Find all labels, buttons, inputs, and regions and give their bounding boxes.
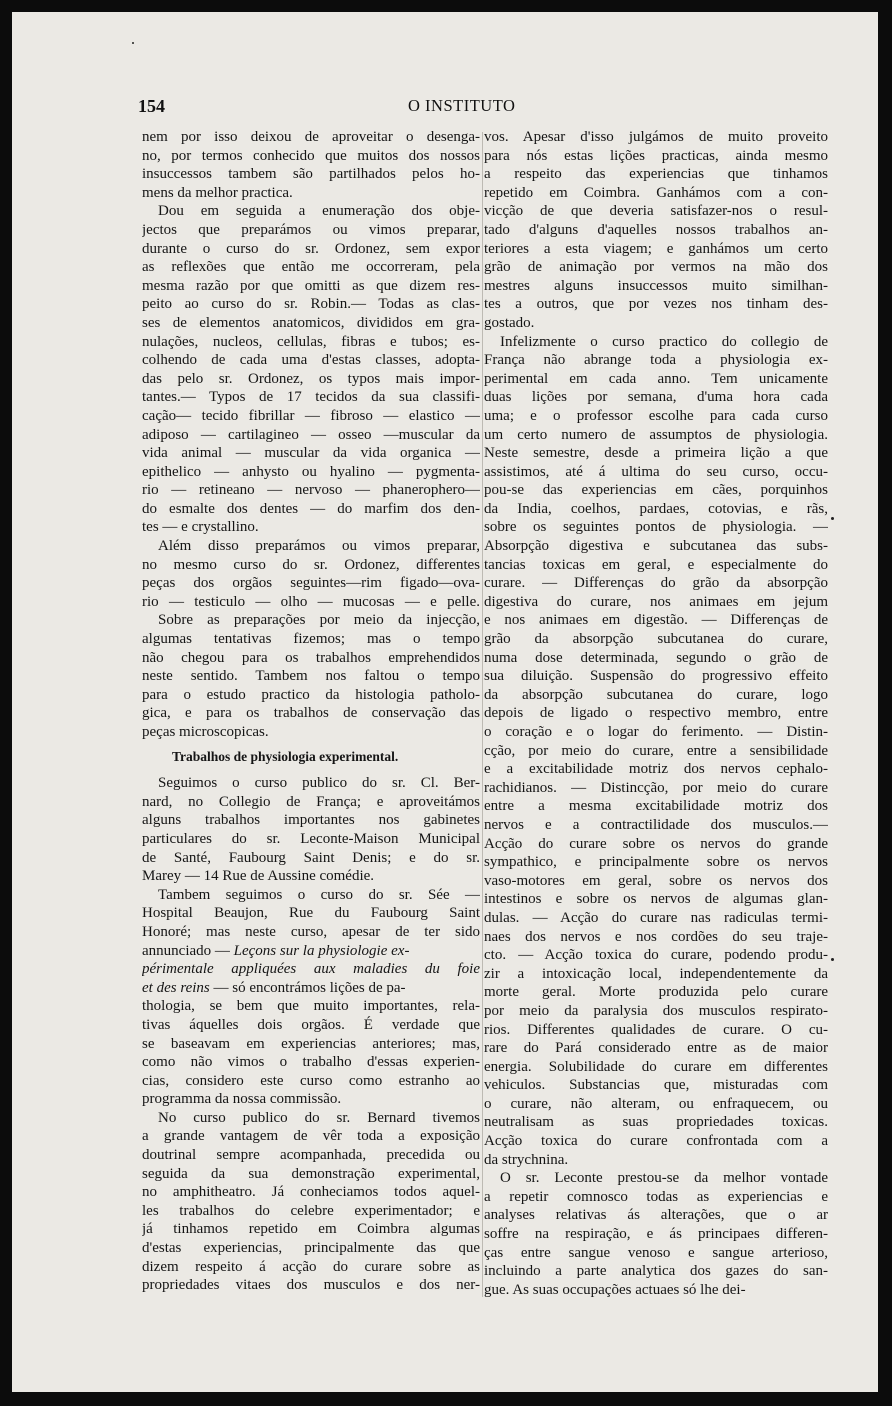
text-line: Acção toxica do curare confrontada com a <box>484 1133 828 1150</box>
text-line: nulações, nucleos, cellulas, fibras e tubos; es- <box>142 333 480 350</box>
text-line: dizem respeito á acção do curare sobre as <box>142 1258 480 1275</box>
text-line: mesma razão por que omitti as que dizem res- <box>142 277 480 294</box>
text-line: rio — retineano — nervoso — phanerophero— <box>142 482 480 499</box>
text-line: cias, considero este curso como estranho ao <box>142 1072 480 1089</box>
text-line: d'estas experiencias, principalmente das que <box>142 1240 480 1257</box>
text-line: tivas áquelles dois orgãos. É verdade que <box>142 1016 480 1033</box>
text-line: mestres alguns insuccessos muito similhan- <box>484 277 828 294</box>
text-line: rachidianos. — Distincção, por meio do curare <box>484 779 828 796</box>
left-column <box>142 128 480 1295</box>
text-line: insuccessos tambem são partilhados pelos ho- <box>142 166 480 183</box>
text-line: cto. — Acção toxica do curare, podendo produ- <box>484 947 828 964</box>
text-line: do esmalte dos dentes — do marfim dos den- <box>142 500 480 517</box>
text-line: zir a intoxicação local, independentemente da <box>484 965 828 982</box>
text-line: gostado. <box>484 314 535 331</box>
book-title: périmentale appliquées aux maladies du foie <box>142 961 480 978</box>
text-line: mens da melhor practica. <box>142 184 293 201</box>
text-line: numa dose determinada, segundo o grão de <box>484 649 828 666</box>
text-line: as reflexões que então me occorreram, pela <box>142 259 480 276</box>
text-line: intestinos e sobre os nervos de algumas glan- <box>484 891 828 908</box>
text-line: neste sentido. Tambem nos faltou o tempo <box>142 668 480 685</box>
text-line: no mesmo curso do sr. Ordonez, differentes <box>142 556 480 573</box>
text-line: França não abrange toda a physiologia ex- <box>484 352 828 369</box>
text-line: sua diluição. Suspensão do progressivo effeito <box>484 668 828 685</box>
text-line: jectos que preparámos ou vimos preparar, <box>142 221 480 238</box>
text-line: dulas. — Acção do curare nas radiculas termi- <box>484 909 828 926</box>
text-line: thologia, se bem que muito importantes, rela- <box>142 998 480 1015</box>
text-line: cção, por meio do curare, entre a sensibilidade <box>484 742 828 759</box>
text-line: se baseavam em experiencias anteriores; mas, <box>142 1035 480 1052</box>
text-line: vaso-motores em geral, sobre os nervos dos <box>484 872 828 889</box>
text-line: repetido em Coimbra. Ganhámos com a con- <box>484 184 828 201</box>
text-line: gica, e para os trabalhos de conservação das <box>142 705 480 722</box>
text-line: colhendo de cada uma d'estas classes, adopta- <box>142 352 480 369</box>
text-line: grão de animação por vermos na mão dos <box>484 259 828 276</box>
text-line: vicção de que deveria satisfazer-nos o resul- <box>484 203 828 220</box>
text-line: peças dos orgãos seguintes—rim figado—ova- <box>142 575 480 592</box>
text-line: de Santé, Faubourg Saint Denis; e do sr. <box>142 849 480 866</box>
text-line: vida animal — muscular da vida organica — <box>142 445 480 462</box>
text-line: epithelico — anhysto ou hyalino — pygmenta- <box>142 463 480 480</box>
text-line: rios. Differentes qualidades de curare. O cu- <box>484 1021 828 1038</box>
text-line: No curso publico do sr. Bernard tivemos <box>158 1109 480 1126</box>
text-line: algumas tentativas fizemos; mas o tempo <box>142 631 480 648</box>
book-title: Leçons sur la physiologie ex- <box>233 942 410 959</box>
page-number: 154 <box>138 96 165 116</box>
text-line: já tinhamos repetido em Coimbra algumas <box>142 1221 480 1238</box>
text-fragment: annunciado — <box>142 942 230 959</box>
text-line: seguida da sua demonstração experimental, <box>142 1165 480 1182</box>
text-line: naes dos nervos e nos cordões do seu traje- <box>484 928 828 945</box>
text-line: particulares do sr. Leconte-Maison Municipal <box>142 830 480 847</box>
text-line: da strychnina. <box>484 1151 569 1168</box>
text-line: Acção do curare sobre os nervos do grande <box>484 835 828 852</box>
text-line: Além disso preparámos ou vimos preparar, <box>158 538 480 555</box>
text-line: O sr. Leconte prestou-se da melhor vontade <box>500 1170 828 1187</box>
text-line: nem por isso deixou de aproveitar o desenga- <box>142 129 480 145</box>
text-line: peito ao curso do sr. Robin.— Todas as clas- <box>142 296 480 313</box>
text-line: tantes.— Typos de 17 tecidos da sua classifi- <box>142 389 480 406</box>
text-line: morte geral. Morte produzida pelo curare <box>484 984 828 1001</box>
text-line: rio — testiculo — olho — mucosas — e pelle. <box>142 593 480 610</box>
text-line: a respeito das experiencias que tinhamos <box>484 166 828 183</box>
text-line: para o estudo practico da histologia patholo- <box>142 686 480 703</box>
text-line: rare do Pará considerado entre as de maior <box>484 1040 828 1057</box>
text-line: soffre na respiração, e ás principaes differen- <box>484 1226 828 1243</box>
print-speck <box>831 958 834 961</box>
print-speck <box>132 42 134 44</box>
text-line: doutrinal sempre acompanhada, precedida ou <box>142 1147 480 1164</box>
text-line: energia. Solubilidade do curare em differentes <box>484 1058 828 1075</box>
text-line: nard, no Collegio de França; e aproveitámos <box>142 793 480 810</box>
text-line: duas lições por semana, d'uma hora cada <box>484 389 828 406</box>
text-line: grão da absorpção subcutanea do curare, <box>484 631 828 648</box>
text-line: durante o curso do sr. Ordonez, sem expor <box>142 240 480 257</box>
text-line: tes a outros, que por vezes nos tinham des- <box>484 296 828 313</box>
text-line: teriores a esta viagem; e ganhámos um certo <box>484 240 828 257</box>
text-line: vos. Apesar d'isso julgámos de muito proveito <box>484 129 828 145</box>
text-line: ses de elementos anatomicos, divididos em gra- <box>142 314 480 331</box>
text-line: da absorpção subcutanea do curare, logo <box>484 686 828 703</box>
page-header <box>12 96 878 120</box>
text-line: les trabalhos do celebre experimentador; e <box>142 1202 480 1219</box>
text-line: a repetir comnosco todas as experiencias e <box>484 1188 828 1205</box>
text-line: Marey — 14 Rue de Aussine comédie. <box>142 868 375 885</box>
text-line: programma da nossa commissão. <box>142 1091 342 1108</box>
text-line: depois de ligado o respectivo membro, entre <box>484 705 828 722</box>
text-line: e a excitabilidade motriz dos nervos cephalo- <box>484 761 828 778</box>
text-line: Seguimos o curso publico do sr. Cl. Ber- <box>158 775 480 792</box>
text-line: perimental em cada anno. Tem unicamente <box>484 370 828 387</box>
text-line: no, por termos conhecido que muitos dos nossos <box>142 147 480 164</box>
text-line <box>142 960 480 979</box>
text-line: o curare, não alteram, ou enfraquecem, ou <box>484 1095 828 1112</box>
text-line: neutralisam as suas propriedades toxicas. <box>484 1114 828 1131</box>
text-line: Tambem seguimos o curso do sr. Sée — <box>158 886 480 903</box>
text-line: curare. — Differenças do grão da absorpção <box>484 575 828 592</box>
text-line: da India, coelhos, pardaes, cotovias, e rãs, <box>484 500 828 517</box>
text-line: para nós estas lições practicas, ainda mesmo <box>484 147 828 164</box>
text-line: cação— tecido fibrillar — fibroso — elastico — <box>142 407 480 424</box>
text-line <box>142 942 480 961</box>
text-line: sobre os seguintes pontos de physiologia. — <box>484 519 828 536</box>
text-line: adiposo — cartilagineo — osseo —muscular da <box>142 426 480 443</box>
text-line: pou-se das experiencias em cães, porquinhos <box>484 482 828 499</box>
text-line: vehiculos. Substancias que, misturadas com <box>484 1077 828 1094</box>
text-line: Honoré; mas neste curso, apesar de ter sido <box>142 923 480 940</box>
text-line: a grande vantagem de vêr toda a exposição <box>142 1128 480 1145</box>
text-line: como não vimos o trabalho d'essas experien- <box>142 1054 480 1071</box>
text-fragment: — só encontrámos lições de pa- <box>213 979 406 996</box>
text-line: alguns trabalhos importantes nos gabinetes <box>142 812 480 829</box>
running-head: O INSTITUTO <box>408 96 516 115</box>
text-line: assistimos, até á ultima do seu curso, occu- <box>484 463 828 480</box>
document-page <box>12 12 878 1392</box>
text-line: incluindo a parte analytica dos gazes do san- <box>484 1263 828 1280</box>
text-line: não chegou para os trabalhos emprehendidos <box>142 649 480 666</box>
text-line: tado d'alguns d'aquelles nossos trabalhos an- <box>484 221 828 238</box>
text-line: entre a mesma excitabilidade motriz dos <box>484 798 828 815</box>
right-column <box>484 128 828 1299</box>
text-line: uma; e o professor escolhe para cada curso <box>484 407 828 424</box>
text-line: Infelizmente o curso practico do collegio de <box>500 333 828 350</box>
text-line: um certo numero de assumptos de physiologia. <box>484 426 828 443</box>
text-line: o coração e o logar do ferimento. — Distin- <box>484 724 828 740</box>
text-line: digestiva do curare, nos animaes em jejum <box>484 593 828 610</box>
text-line: no amphitheatro. Já conheciamos todos aquel- <box>142 1184 480 1201</box>
text-line: por meio da paralysia dos musculos respirato- <box>484 1002 828 1019</box>
text-line: tes — e crystallino. <box>142 519 259 536</box>
text-line: peças microscopicas. <box>142 724 269 740</box>
text-line: ças entre sangue venoso e sangue arterioso, <box>484 1244 828 1261</box>
text-line: Sobre as preparações por meio da injecção, <box>158 612 480 629</box>
text-line <box>142 979 480 998</box>
text-line: tancias toxicas em geral, e especialmente do <box>484 556 828 573</box>
text-line: gue. As suas occupações actuaes só lhe dei- <box>484 1281 746 1298</box>
book-title: et des reins <box>142 979 210 996</box>
text-line: e nos animaes em digestão. — Differenças de <box>484 612 828 629</box>
text-line: Neste semestre, desde a primeira lição a que <box>484 445 828 462</box>
column-divider <box>482 132 483 1297</box>
text-line: nervos e a contractilidade dos musculos.— <box>484 816 828 833</box>
text-line: analyses relativas ás alterações, que o ar <box>484 1207 828 1224</box>
print-speck <box>831 517 834 520</box>
text-line: propriedades vitaes dos musculos e dos ner- <box>142 1277 480 1294</box>
text-line: Hospital Beaujon, Rue du Faubourg Saint <box>142 905 480 922</box>
text-line: sympathico, e principalmente sobre os nervos <box>484 854 828 871</box>
text-line: das pelo sr. Ordonez, os typos mais impor- <box>142 370 480 387</box>
text-line: Absorpção digestiva e subcutanea das subs- <box>484 538 828 555</box>
text-line: Dou em seguida a enumeração dos obje- <box>158 203 480 220</box>
section-heading: Trabalhos de physiologia experimental. <box>172 748 399 764</box>
